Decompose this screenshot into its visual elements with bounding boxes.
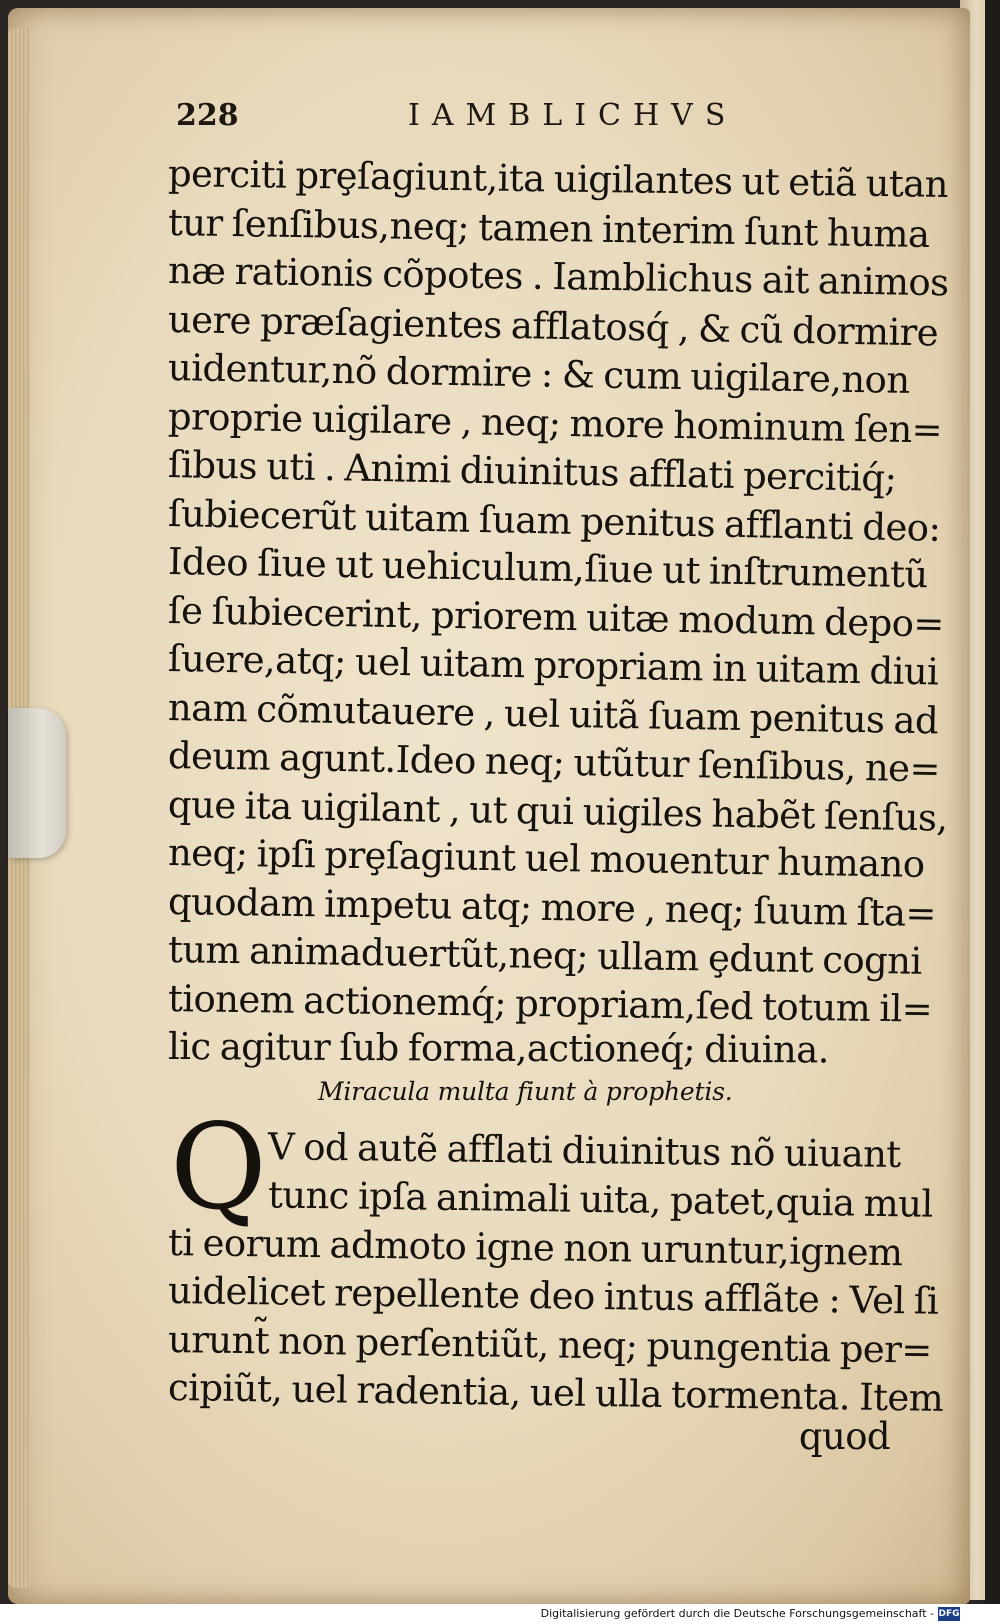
text-line: tunc ipſa animali uita, patet,quia mul bbox=[267, 1173, 933, 1226]
text-line: urunt̃ non perſentiũt, neq; pungentia per= bbox=[167, 1317, 932, 1372]
text-line: que ita uigilant , ut qui uigiles habẽt ſenſus, bbox=[167, 782, 948, 840]
text-line: ti eorum admoto igne non uruntur,ignem bbox=[167, 1220, 903, 1274]
text-line: ſe ſubiecerint, priorem uitæ modum depo= bbox=[167, 588, 945, 646]
text-line: uidelicet repellente deo intus afflãte : Vel ſi bbox=[167, 1269, 939, 1323]
text-line: uidentur,nõ dormire : & cum uigilare,non bbox=[167, 346, 910, 402]
drop-cap: Q bbox=[170, 1097, 267, 1236]
text-line: perciti prȩſagiunt,ita uigilantes ut etiã utan bbox=[167, 152, 949, 206]
page-clip bbox=[8, 708, 66, 858]
running-title: IAMBLICHVS bbox=[408, 98, 738, 133]
text-line: ſuere,atq; uel uitam propriam in uitam diui bbox=[167, 637, 939, 694]
footer-credit: Digitalisierung gefördert durch die Deutsche Forschungsgemeinschaft - bbox=[540, 1607, 934, 1620]
paragraph-2 bbox=[167, 1097, 948, 1462]
text-line: tionem actionemq́; propriam,ſed totum il= bbox=[167, 976, 933, 1031]
section-heading: Miracula multa fiunt à prophetis. bbox=[318, 1076, 733, 1106]
text-line: neq; ipſi prȩſagiunt uel mouentur humano bbox=[167, 831, 925, 886]
text-line: lic agitur ſub forma,actioneq́; diuina. bbox=[167, 1025, 829, 1072]
text-line: nam cõmutauere , uel uitã ſuam penitus ad bbox=[167, 685, 939, 742]
text-line: ſubiecerũt uitam ſuam penitus afflanti deo: bbox=[167, 491, 941, 550]
text-line: V od autẽ afflati diuinitus nõ uiuant bbox=[267, 1124, 901, 1176]
text-line: cipiũt, uel radentia, uel ulla tormenta. Item bbox=[167, 1366, 944, 1420]
page-number: 228 bbox=[176, 98, 239, 133]
text-line: tum animaduertũt,neq; ullam ȩdunt cogni bbox=[167, 928, 922, 983]
text-line: ſibus uti . Animi diuinitus afflati percitiq́; bbox=[167, 443, 897, 500]
text-line: proprie uigilare , neq; more hominum ſen= bbox=[167, 394, 943, 452]
text-line: uere præſagientes afflatosq́ , & cũ dormire bbox=[167, 297, 939, 354]
text-line: næ rationis cõpotes . Iamblichus ait animos bbox=[167, 249, 949, 305]
text-line: Ideo ſiue ut uehiculum,ſiue ut inſtrumentũ bbox=[167, 540, 928, 597]
footer-bar bbox=[0, 1604, 1000, 1624]
text-line: quodam impetu atq; more , neq; ſuum ſta= bbox=[167, 879, 937, 935]
paragraph-1 bbox=[168, 150, 948, 1072]
text-block bbox=[168, 150, 948, 1461]
text-line: tur ſenſibus,neq; tamen interim ſunt huma bbox=[167, 200, 930, 256]
page-header bbox=[176, 98, 916, 138]
dfg-logo: DFG bbox=[938, 1609, 960, 1619]
background-strip bbox=[985, 0, 1000, 1624]
catchword: quod bbox=[798, 1414, 890, 1458]
text-line: deum agunt.Ideo neq; utũtur ſenſibus, ne= bbox=[167, 734, 941, 791]
